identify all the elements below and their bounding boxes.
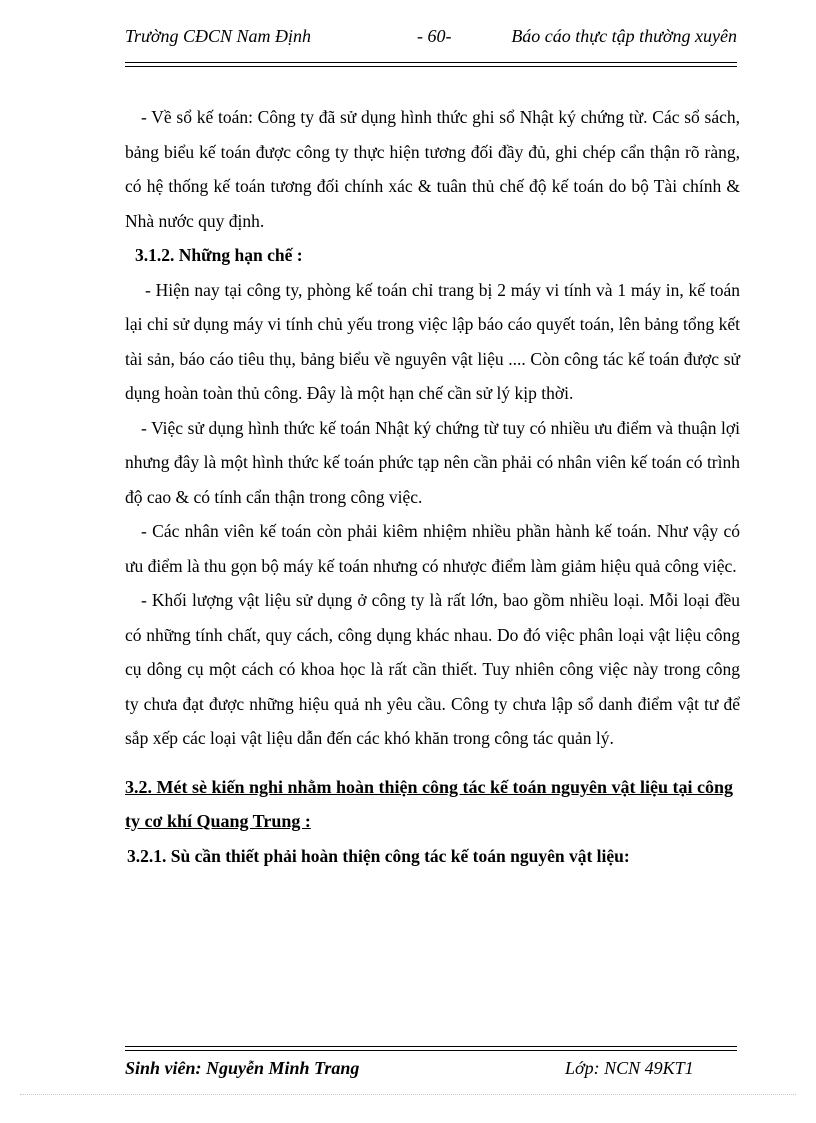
section-heading-3-2: 3.2. Mét sè kiến nghi nhằm hoàn thiện công tác kế toán nguyên vật liệu tại công ty cơ khí Quang Trung : [125,776,734,831]
footer-class: Lớp: NCN 49KT1 [565,1058,694,1078]
section-heading-3-1-2: 3.1.2. Những hạn chế : [135,245,303,265]
page-footer [125,1058,737,1084]
page-header [125,26,737,52]
body-text [125,100,740,873]
header-page-number: - 60- [417,26,452,46]
section-heading-3-2-1: 3.2.1. Sù cần thiết phải hoàn thiện công tác kế toán nguyên vật liệu: [127,845,630,866]
footer-rule-bottom [125,1050,737,1051]
paragraph-materials: - Khối lượng vật liệu sử dụng ở công ty là rất lớn, bao gồm nhiều loại. Mỗi loại đều có những tính chất, quy cách, công dụng khác nhau. Do đó việc phân loại vật liệu công cụ dông cụ một cách có khoa học là rất cần thiết. Tuy nhiên công việc này trong công ty chưa đạt được những hiệu quả nh yêu cầu. Công ty chưa lập sổ danh điểm vật tư để sắp xếp các loại vật liệu dẫn đến các khó khăn trong công tác quản lý. [125,590,740,748]
footer-student: Sinh viên: Nguyễn Minh Trang [125,1058,360,1078]
header-report-title: Báo cáo thực tập thường xuyên [511,26,737,46]
paragraph-journal-form: - Việc sử dụng hình thức kế toán Nhật ký chứng từ tuy có nhiều ưu điểm và thuận lợi nhưng đây là một hình thức kế toán phức tạp nên cần phải có nhân viên kế toán có trình độ cao & có tính cẩn thận trong công việc. [125,417,740,507]
header-rule-top [125,62,737,63]
paragraph-limitations-computers: - Hiện nay tại công ty, phòng kế toán chỉ trang bị 2 máy vi tính và 1 máy in, kế toán lại chỉ sử dụng máy vi tính chủ yếu trong việc lập báo cáo quyết toán, lên bảng tổng kết tài sản, báo cáo tiêu thụ, bảng biểu về nguyên vật liệu .... Còn công tác kế toán được sử dụng hoàn toàn thủ công. Đây là một hạn chế cần sử lý kịp thời. [125,279,740,403]
header-school: Trường CĐCN Nam Định [125,26,311,46]
header-rule-bottom [125,66,737,67]
page-bottom-dotted-line [20,1094,796,1095]
footer-rule-top [125,1046,737,1047]
paragraph-accounting-books: - Về sổ kế toán: Công ty đã sử dụng hình thức ghi sổ Nhật ký chứng từ. Các sổ sách, bảng biểu kế toán được công ty thực hiện tương đối đầy đủ, ghi chép cẩn thận rõ ràng, có hệ thống kế toán tương đối chính xác & tuân thủ chế độ kế toán do bộ Tài chính & Nhà nước quy định. [125,107,740,231]
section-spacer [125,756,740,770]
paragraph-staff: - Các nhân viên kế toán còn phải kiêm nhiệm nhiều phần hành kế toán. Như vậy có ưu điểm là thu gọn bộ máy kế toán nhưng có nhược điểm làm giảm hiệu quả công việc. [125,521,740,576]
